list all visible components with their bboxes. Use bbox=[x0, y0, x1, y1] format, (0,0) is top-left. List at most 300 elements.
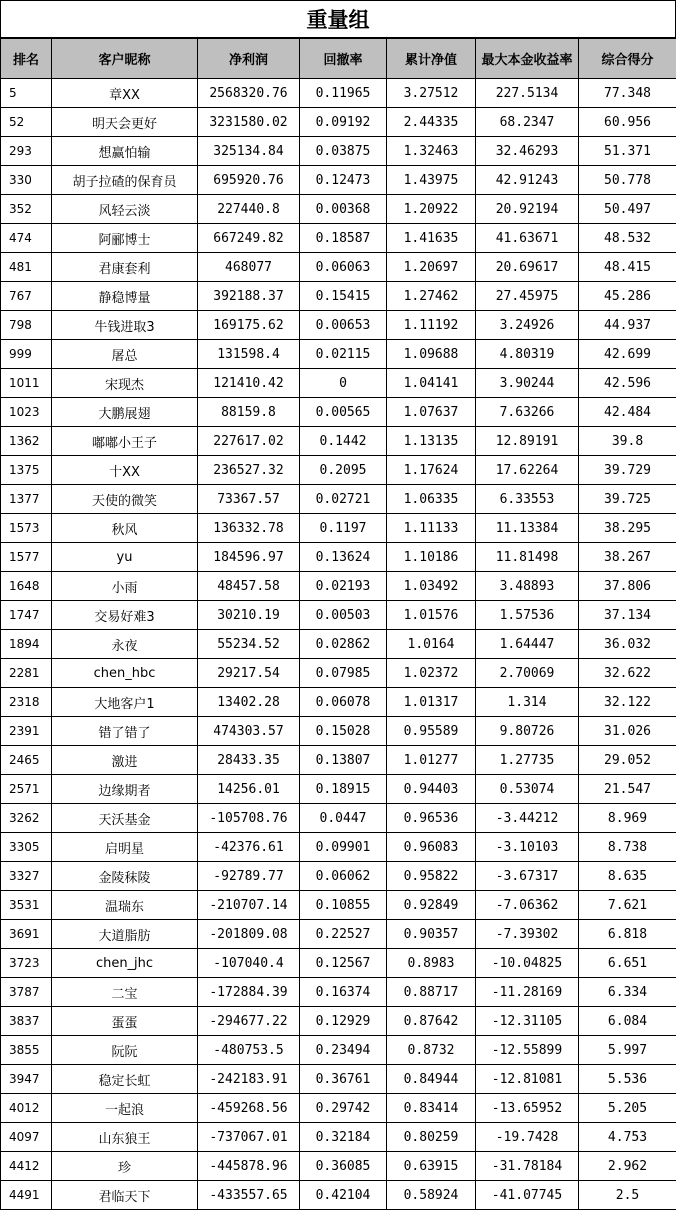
cell-max-return: 4.80319 bbox=[476, 340, 579, 369]
header-score: 综合得分 bbox=[579, 39, 676, 79]
cell-nickname: 屠总 bbox=[52, 340, 198, 369]
cell-net-profit: 392188.37 bbox=[198, 282, 300, 311]
cell-net-profit: 236527.32 bbox=[198, 456, 300, 485]
cell-net-profit: 227440.8 bbox=[198, 195, 300, 224]
cell-cumulative-nav: 0.8732 bbox=[387, 1036, 476, 1065]
header-net-profit: 净利润 bbox=[198, 39, 300, 79]
cell-rank: 4491 bbox=[1, 1181, 52, 1210]
cell-cumulative-nav: 0.94403 bbox=[387, 775, 476, 804]
cell-rank: 3855 bbox=[1, 1036, 52, 1065]
table-row bbox=[1, 108, 676, 137]
cell-nickname: 秋风 bbox=[52, 514, 198, 543]
cell-rank: 3723 bbox=[1, 949, 52, 978]
cell-score: 48.415 bbox=[579, 253, 676, 282]
table-row bbox=[1, 833, 676, 862]
cell-net-profit: -445878.96 bbox=[198, 1152, 300, 1181]
cell-cumulative-nav: 1.43975 bbox=[387, 166, 476, 195]
cell-rank: 5 bbox=[1, 79, 52, 108]
cell-score: 42.596 bbox=[579, 369, 676, 398]
cell-rank: 4097 bbox=[1, 1123, 52, 1152]
header-drawdown: 回撤率 bbox=[300, 39, 387, 79]
table-row bbox=[1, 543, 676, 572]
cell-score: 37.806 bbox=[579, 572, 676, 601]
cell-net-profit: 227617.02 bbox=[198, 427, 300, 456]
cell-net-profit: 30210.19 bbox=[198, 601, 300, 630]
cell-max-return: -10.04825 bbox=[476, 949, 579, 978]
cell-net-profit: 169175.62 bbox=[198, 311, 300, 340]
cell-rank: 1577 bbox=[1, 543, 52, 572]
cell-score: 48.532 bbox=[579, 224, 676, 253]
cell-net-profit: 88159.8 bbox=[198, 398, 300, 427]
cell-score: 4.753 bbox=[579, 1123, 676, 1152]
cell-cumulative-nav: 1.41635 bbox=[387, 224, 476, 253]
cell-drawdown: 0.0447 bbox=[300, 804, 387, 833]
cell-net-profit: 325134.84 bbox=[198, 137, 300, 166]
cell-max-return: 0.53074 bbox=[476, 775, 579, 804]
cell-nickname: 启明星 bbox=[52, 833, 198, 862]
table-row bbox=[1, 311, 676, 340]
cell-rank: 481 bbox=[1, 253, 52, 282]
cell-score: 50.497 bbox=[579, 195, 676, 224]
cell-nickname: 珍 bbox=[52, 1152, 198, 1181]
cell-max-return: 7.63266 bbox=[476, 398, 579, 427]
cell-net-profit: 29217.54 bbox=[198, 659, 300, 688]
ranking-table bbox=[0, 38, 676, 1210]
cell-score: 5.997 bbox=[579, 1036, 676, 1065]
cell-nickname: 阮阮 bbox=[52, 1036, 198, 1065]
table-row bbox=[1, 79, 676, 108]
cell-nickname: 明天会更好 bbox=[52, 108, 198, 137]
cell-max-return: -19.7428 bbox=[476, 1123, 579, 1152]
cell-drawdown: 0.02193 bbox=[300, 572, 387, 601]
cell-net-profit: 474303.57 bbox=[198, 717, 300, 746]
cell-nickname: 大地客户1 bbox=[52, 688, 198, 717]
cell-nickname: 稳定长虹 bbox=[52, 1065, 198, 1094]
cell-rank: 999 bbox=[1, 340, 52, 369]
cell-max-return: 1.27735 bbox=[476, 746, 579, 775]
cell-score: 38.295 bbox=[579, 514, 676, 543]
cell-cumulative-nav: 2.44335 bbox=[387, 108, 476, 137]
cell-score: 5.205 bbox=[579, 1094, 676, 1123]
cell-rank: 1747 bbox=[1, 601, 52, 630]
table-row bbox=[1, 630, 676, 659]
cell-cumulative-nav: 1.06335 bbox=[387, 485, 476, 514]
table-row bbox=[1, 456, 676, 485]
cell-score: 8.969 bbox=[579, 804, 676, 833]
cell-cumulative-nav: 1.13135 bbox=[387, 427, 476, 456]
cell-rank: 352 bbox=[1, 195, 52, 224]
cell-net-profit: -42376.61 bbox=[198, 833, 300, 862]
cell-score: 39.725 bbox=[579, 485, 676, 514]
cell-drawdown: 0.07985 bbox=[300, 659, 387, 688]
table-row bbox=[1, 601, 676, 630]
cell-max-return: 3.90244 bbox=[476, 369, 579, 398]
cell-max-return: 227.5134 bbox=[476, 79, 579, 108]
cell-cumulative-nav: 1.07637 bbox=[387, 398, 476, 427]
cell-rank: 1648 bbox=[1, 572, 52, 601]
cell-net-profit: -105708.76 bbox=[198, 804, 300, 833]
cell-nickname: 天沃基金 bbox=[52, 804, 198, 833]
cell-net-profit: 667249.82 bbox=[198, 224, 300, 253]
cell-drawdown: 0.02862 bbox=[300, 630, 387, 659]
cell-nickname: 牛钱进取3 bbox=[52, 311, 198, 340]
cell-drawdown: 0 bbox=[300, 369, 387, 398]
cell-net-profit: 136332.78 bbox=[198, 514, 300, 543]
cell-score: 42.699 bbox=[579, 340, 676, 369]
cell-score: 6.818 bbox=[579, 920, 676, 949]
cell-nickname: 边缘期者 bbox=[52, 775, 198, 804]
cell-cumulative-nav: 1.01576 bbox=[387, 601, 476, 630]
table-row bbox=[1, 862, 676, 891]
table-row bbox=[1, 137, 676, 166]
cell-nickname: 君临天下 bbox=[52, 1181, 198, 1210]
cell-drawdown: 0.12567 bbox=[300, 949, 387, 978]
cell-net-profit: 14256.01 bbox=[198, 775, 300, 804]
cell-net-profit: -433557.65 bbox=[198, 1181, 300, 1210]
cell-cumulative-nav: 0.88717 bbox=[387, 978, 476, 1007]
cell-net-profit: 28433.35 bbox=[198, 746, 300, 775]
cell-cumulative-nav: 1.20697 bbox=[387, 253, 476, 282]
cell-score: 6.651 bbox=[579, 949, 676, 978]
cell-net-profit: 48457.58 bbox=[198, 572, 300, 601]
cell-nickname: 嘟嘟小王子 bbox=[52, 427, 198, 456]
cell-net-profit: -201809.08 bbox=[198, 920, 300, 949]
cell-cumulative-nav: 1.09688 bbox=[387, 340, 476, 369]
cell-net-profit: 3231580.02 bbox=[198, 108, 300, 137]
header-rank: 排名 bbox=[1, 39, 52, 79]
cell-rank: 2318 bbox=[1, 688, 52, 717]
cell-cumulative-nav: 0.63915 bbox=[387, 1152, 476, 1181]
cell-cumulative-nav: 0.87642 bbox=[387, 1007, 476, 1036]
cell-drawdown: 0.09192 bbox=[300, 108, 387, 137]
table-row bbox=[1, 1036, 676, 1065]
cell-net-profit: 695920.76 bbox=[198, 166, 300, 195]
cell-rank: 3691 bbox=[1, 920, 52, 949]
cell-rank: 2465 bbox=[1, 746, 52, 775]
cell-rank: 3947 bbox=[1, 1065, 52, 1094]
cell-rank: 767 bbox=[1, 282, 52, 311]
cell-drawdown: 0.12929 bbox=[300, 1007, 387, 1036]
cell-max-return: 27.45975 bbox=[476, 282, 579, 311]
cell-net-profit: 184596.97 bbox=[198, 543, 300, 572]
cell-max-return: -31.78184 bbox=[476, 1152, 579, 1181]
cell-max-return: 1.314 bbox=[476, 688, 579, 717]
cell-nickname: 一起浪 bbox=[52, 1094, 198, 1123]
cell-nickname: 大道脂肪 bbox=[52, 920, 198, 949]
cell-rank: 3837 bbox=[1, 1007, 52, 1036]
cell-rank: 1375 bbox=[1, 456, 52, 485]
table-row bbox=[1, 891, 676, 920]
cell-max-return: 12.89191 bbox=[476, 427, 579, 456]
table-row bbox=[1, 1007, 676, 1036]
cell-drawdown: 0.29742 bbox=[300, 1094, 387, 1123]
table-row bbox=[1, 427, 676, 456]
cell-score: 32.122 bbox=[579, 688, 676, 717]
table-row bbox=[1, 717, 676, 746]
cell-cumulative-nav: 1.04141 bbox=[387, 369, 476, 398]
table-row bbox=[1, 166, 676, 195]
cell-nickname: 静稳博量 bbox=[52, 282, 198, 311]
cell-score: 29.052 bbox=[579, 746, 676, 775]
cell-net-profit: -92789.77 bbox=[198, 862, 300, 891]
cell-max-return: -13.65952 bbox=[476, 1094, 579, 1123]
cell-cumulative-nav: 1.10186 bbox=[387, 543, 476, 572]
cell-score: 8.635 bbox=[579, 862, 676, 891]
cell-rank: 4412 bbox=[1, 1152, 52, 1181]
cell-drawdown: 0.10855 bbox=[300, 891, 387, 920]
cell-drawdown: 0.15028 bbox=[300, 717, 387, 746]
cell-nickname: 十XX bbox=[52, 456, 198, 485]
cell-max-return: 11.81498 bbox=[476, 543, 579, 572]
cell-net-profit: 2568320.76 bbox=[198, 79, 300, 108]
cell-nickname: 温瑞东 bbox=[52, 891, 198, 920]
cell-drawdown: 0.12473 bbox=[300, 166, 387, 195]
cell-drawdown: 0.02721 bbox=[300, 485, 387, 514]
cell-score: 38.267 bbox=[579, 543, 676, 572]
cell-cumulative-nav: 0.92849 bbox=[387, 891, 476, 920]
cell-max-return: 20.92194 bbox=[476, 195, 579, 224]
cell-drawdown: 0.36085 bbox=[300, 1152, 387, 1181]
cell-score: 39.729 bbox=[579, 456, 676, 485]
cell-cumulative-nav: 1.17624 bbox=[387, 456, 476, 485]
cell-nickname: yu bbox=[52, 543, 198, 572]
cell-rank: 2391 bbox=[1, 717, 52, 746]
cell-cumulative-nav: 1.01317 bbox=[387, 688, 476, 717]
cell-cumulative-nav: 1.11192 bbox=[387, 311, 476, 340]
cell-rank: 3305 bbox=[1, 833, 52, 862]
cell-max-return: 68.2347 bbox=[476, 108, 579, 137]
cell-max-return: 1.64447 bbox=[476, 630, 579, 659]
cell-cumulative-nav: 1.20922 bbox=[387, 195, 476, 224]
table-row bbox=[1, 775, 676, 804]
cell-cumulative-nav: 0.8983 bbox=[387, 949, 476, 978]
cell-drawdown: 0.00565 bbox=[300, 398, 387, 427]
cell-rank: 2281 bbox=[1, 659, 52, 688]
cell-drawdown: 0.06078 bbox=[300, 688, 387, 717]
cell-drawdown: 0.16374 bbox=[300, 978, 387, 1007]
cell-nickname: chen_hbc bbox=[52, 659, 198, 688]
cell-net-profit: -107040.4 bbox=[198, 949, 300, 978]
cell-max-return: -12.55899 bbox=[476, 1036, 579, 1065]
cell-drawdown: 0.32184 bbox=[300, 1123, 387, 1152]
table-row bbox=[1, 1181, 676, 1210]
cell-max-return: -3.67317 bbox=[476, 862, 579, 891]
cell-drawdown: 0.42104 bbox=[300, 1181, 387, 1210]
cell-max-return: -12.31105 bbox=[476, 1007, 579, 1036]
cell-score: 2.962 bbox=[579, 1152, 676, 1181]
cell-score: 42.484 bbox=[579, 398, 676, 427]
table-row bbox=[1, 340, 676, 369]
cell-drawdown: 0.13807 bbox=[300, 746, 387, 775]
cell-nickname: 金陵秣陵 bbox=[52, 862, 198, 891]
cell-rank: 52 bbox=[1, 108, 52, 137]
cell-net-profit: -172884.39 bbox=[198, 978, 300, 1007]
cell-nickname: 阿郦博士 bbox=[52, 224, 198, 253]
cell-nickname: 山东狼王 bbox=[52, 1123, 198, 1152]
cell-rank: 293 bbox=[1, 137, 52, 166]
cell-cumulative-nav: 1.03492 bbox=[387, 572, 476, 601]
cell-nickname: 激进 bbox=[52, 746, 198, 775]
cell-rank: 474 bbox=[1, 224, 52, 253]
cell-score: 36.032 bbox=[579, 630, 676, 659]
table-row bbox=[1, 688, 676, 717]
cell-max-return: -11.28169 bbox=[476, 978, 579, 1007]
cell-rank: 3262 bbox=[1, 804, 52, 833]
table-row bbox=[1, 978, 676, 1007]
cell-nickname: chen_jhc bbox=[52, 949, 198, 978]
table-row bbox=[1, 1152, 676, 1181]
cell-nickname: 交易好难3 bbox=[52, 601, 198, 630]
cell-max-return: 17.62264 bbox=[476, 456, 579, 485]
cell-max-return: 41.63671 bbox=[476, 224, 579, 253]
cell-score: 44.937 bbox=[579, 311, 676, 340]
cell-nickname: 二宝 bbox=[52, 978, 198, 1007]
cell-cumulative-nav: 0.83414 bbox=[387, 1094, 476, 1123]
cell-score: 37.134 bbox=[579, 601, 676, 630]
table-row bbox=[1, 920, 676, 949]
cell-score: 77.348 bbox=[579, 79, 676, 108]
cell-rank: 3531 bbox=[1, 891, 52, 920]
cell-drawdown: 0.2095 bbox=[300, 456, 387, 485]
cell-max-return: 6.33553 bbox=[476, 485, 579, 514]
cell-drawdown: 0.09901 bbox=[300, 833, 387, 862]
cell-nickname: 想赢怕输 bbox=[52, 137, 198, 166]
cell-score: 2.5 bbox=[579, 1181, 676, 1210]
cell-drawdown: 0.1442 bbox=[300, 427, 387, 456]
cell-score: 6.334 bbox=[579, 978, 676, 1007]
cell-score: 45.286 bbox=[579, 282, 676, 311]
table-row bbox=[1, 804, 676, 833]
table-row bbox=[1, 514, 676, 543]
cell-rank: 2571 bbox=[1, 775, 52, 804]
table-row bbox=[1, 224, 676, 253]
cell-nickname: 宋现杰 bbox=[52, 369, 198, 398]
cell-score: 31.026 bbox=[579, 717, 676, 746]
cell-net-profit: -459268.56 bbox=[198, 1094, 300, 1123]
cell-net-profit: -242183.91 bbox=[198, 1065, 300, 1094]
cell-drawdown: 0.22527 bbox=[300, 920, 387, 949]
cell-cumulative-nav: 1.32463 bbox=[387, 137, 476, 166]
cell-rank: 1894 bbox=[1, 630, 52, 659]
cell-max-return: -41.07745 bbox=[476, 1181, 579, 1210]
cell-nickname: 小雨 bbox=[52, 572, 198, 601]
table-row bbox=[1, 949, 676, 978]
cell-max-return: 32.46293 bbox=[476, 137, 579, 166]
cell-rank: 330 bbox=[1, 166, 52, 195]
cell-max-return: -3.10103 bbox=[476, 833, 579, 862]
cell-net-profit: 13402.28 bbox=[198, 688, 300, 717]
cell-cumulative-nav: 3.27512 bbox=[387, 79, 476, 108]
cell-nickname: 天使的微笑 bbox=[52, 485, 198, 514]
table-row bbox=[1, 398, 676, 427]
cell-rank: 1362 bbox=[1, 427, 52, 456]
cell-score: 7.621 bbox=[579, 891, 676, 920]
cell-score: 5.536 bbox=[579, 1065, 676, 1094]
cell-drawdown: 0.18915 bbox=[300, 775, 387, 804]
cell-score: 32.622 bbox=[579, 659, 676, 688]
table-row bbox=[1, 195, 676, 224]
cell-drawdown: 0.23494 bbox=[300, 1036, 387, 1065]
cell-net-profit: 121410.42 bbox=[198, 369, 300, 398]
cell-rank: 1011 bbox=[1, 369, 52, 398]
cell-nickname: 错了错了 bbox=[52, 717, 198, 746]
header-max-return: 最大本金收益率 bbox=[476, 39, 579, 79]
cell-cumulative-nav: 0.58924 bbox=[387, 1181, 476, 1210]
cell-score: 6.084 bbox=[579, 1007, 676, 1036]
cell-nickname: 章XX bbox=[52, 79, 198, 108]
cell-cumulative-nav: 0.95589 bbox=[387, 717, 476, 746]
cell-drawdown: 0.00653 bbox=[300, 311, 387, 340]
cell-nickname: 风轻云淡 bbox=[52, 195, 198, 224]
table-row bbox=[1, 369, 676, 398]
cell-cumulative-nav: 1.27462 bbox=[387, 282, 476, 311]
cell-score: 50.778 bbox=[579, 166, 676, 195]
cell-net-profit: 468077 bbox=[198, 253, 300, 282]
cell-rank: 1573 bbox=[1, 514, 52, 543]
cell-nickname: 君康套利 bbox=[52, 253, 198, 282]
cell-max-return: 3.24926 bbox=[476, 311, 579, 340]
cell-net-profit: -737067.01 bbox=[198, 1123, 300, 1152]
cell-cumulative-nav: 0.80259 bbox=[387, 1123, 476, 1152]
table-title: 重量组 bbox=[0, 0, 676, 38]
cell-max-return: -3.44212 bbox=[476, 804, 579, 833]
cell-drawdown: 0.02115 bbox=[300, 340, 387, 369]
table-row bbox=[1, 572, 676, 601]
cell-score: 51.371 bbox=[579, 137, 676, 166]
cell-max-return: 42.91243 bbox=[476, 166, 579, 195]
cell-cumulative-nav: 1.02372 bbox=[387, 659, 476, 688]
cell-rank: 1377 bbox=[1, 485, 52, 514]
cell-drawdown: 0.00368 bbox=[300, 195, 387, 224]
cell-drawdown: 0.03875 bbox=[300, 137, 387, 166]
table-row bbox=[1, 253, 676, 282]
cell-drawdown: 0.06063 bbox=[300, 253, 387, 282]
cell-max-return: -7.06362 bbox=[476, 891, 579, 920]
cell-score: 21.547 bbox=[579, 775, 676, 804]
cell-rank: 3787 bbox=[1, 978, 52, 1007]
cell-rank: 3327 bbox=[1, 862, 52, 891]
table-row bbox=[1, 746, 676, 775]
header-row bbox=[1, 39, 676, 79]
cell-max-return: -12.81081 bbox=[476, 1065, 579, 1094]
table-row bbox=[1, 485, 676, 514]
cell-max-return: 3.48893 bbox=[476, 572, 579, 601]
cell-nickname: 胡子拉碴的保育员 bbox=[52, 166, 198, 195]
cell-drawdown: 0.15415 bbox=[300, 282, 387, 311]
cell-drawdown: 0.00503 bbox=[300, 601, 387, 630]
cell-rank: 4012 bbox=[1, 1094, 52, 1123]
cell-rank: 1023 bbox=[1, 398, 52, 427]
cell-max-return: 9.80726 bbox=[476, 717, 579, 746]
cell-max-return: 2.70069 bbox=[476, 659, 579, 688]
cell-cumulative-nav: 0.96083 bbox=[387, 833, 476, 862]
cell-max-return: 11.13384 bbox=[476, 514, 579, 543]
cell-max-return: 1.57536 bbox=[476, 601, 579, 630]
cell-nickname: 蛋蛋 bbox=[52, 1007, 198, 1036]
cell-cumulative-nav: 1.01277 bbox=[387, 746, 476, 775]
cell-cumulative-nav: 0.96536 bbox=[387, 804, 476, 833]
cell-drawdown: 0.13624 bbox=[300, 543, 387, 572]
table-row bbox=[1, 659, 676, 688]
table-row bbox=[1, 282, 676, 311]
cell-cumulative-nav: 1.0164 bbox=[387, 630, 476, 659]
cell-max-return: 20.69617 bbox=[476, 253, 579, 282]
cell-drawdown: 0.06062 bbox=[300, 862, 387, 891]
cell-cumulative-nav: 1.11133 bbox=[387, 514, 476, 543]
cell-score: 39.8 bbox=[579, 427, 676, 456]
header-cumulative-nav: 累计净值 bbox=[387, 39, 476, 79]
cell-net-profit: 131598.4 bbox=[198, 340, 300, 369]
